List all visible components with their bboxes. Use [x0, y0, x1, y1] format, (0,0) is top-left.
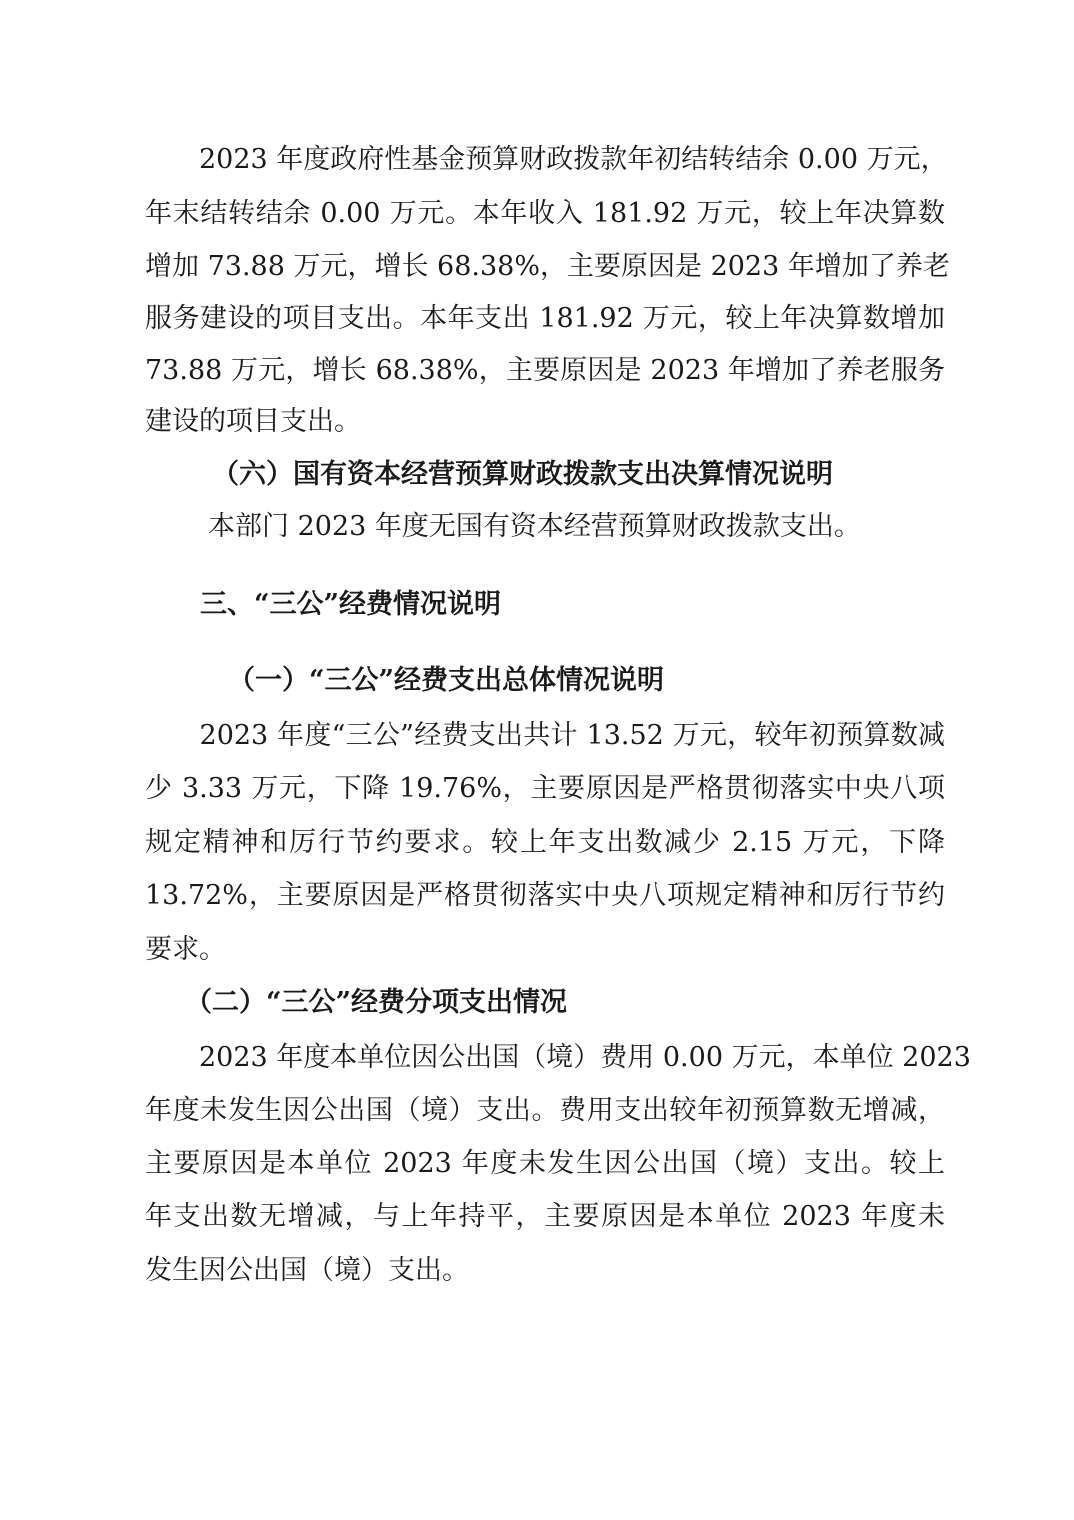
paragraph-line: 年支出数无增减，与上年持平，主要原因是本单位 2023 年度未	[145, 1201, 945, 1232]
paragraph-line: 服务建设的项目支出。本年支出 181.92 万元，较上年决算数增加	[145, 303, 945, 334]
paragraph-line: 规定精神和厉行节约要求。较上年支出数减少 2.15 万元，下降	[145, 827, 945, 858]
subsection-two-heading: （二）“三公”经费分项支出情况	[185, 987, 568, 1018]
subsection-one-heading: （一）“三公”经费支出总体情况说明	[228, 665, 665, 696]
paragraph-line: 建设的项目支出。	[145, 406, 361, 437]
paragraph-line: 73.88 万元，增长 68.38%，主要原因是 2023 年增加了养老服务	[145, 355, 945, 386]
paragraph-line: 发生因公出国（境）支出。	[145, 1255, 469, 1286]
capital-budget-text: 本部门 2023 年度无国有资本经营预算财政拨款支出。	[208, 511, 861, 542]
paragraph-line: 主要原因是本单位 2023 年度未发生因公出国（境）支出。较上	[145, 1148, 945, 1179]
paragraph-line: 少 3.33 万元，下降 19.76%，主要原因是严格贯彻落实中央八项	[145, 773, 945, 804]
paragraph-line: 2023 年度政府性基金预算财政拨款年初结转结余 0.00 万元，	[145, 144, 948, 175]
capital-budget-heading: （六）国有资本经营预算财政拨款支出决算情况说明	[212, 459, 833, 490]
section-three-heading: 三、“三公”经费情况说明	[200, 589, 502, 620]
paragraph-line: 年度未发生因公出国（境）支出。费用支出较年初预算数无增减，	[145, 1095, 945, 1126]
paragraph-line: 13.72%，主要原因是严格贯彻落实中央八项规定精神和厉行节约	[145, 880, 945, 911]
paragraph-line: 2023 年度本单位因公出国（境）费用 0.00 万元，本单位 2023	[145, 1042, 971, 1073]
paragraph-line: 年末结转结余 0.00 万元。本年收入 181.92 万元，较上年决算数	[145, 198, 945, 229]
paragraph-line: 要求。	[145, 934, 226, 965]
paragraph-line: 增加 73.88 万元，增长 68.38%，主要原因是 2023 年增加了养老	[145, 251, 950, 282]
paragraph-line: 2023 年度“三公”经费支出共计 13.52 万元，较年初预算数减	[145, 720, 945, 751]
